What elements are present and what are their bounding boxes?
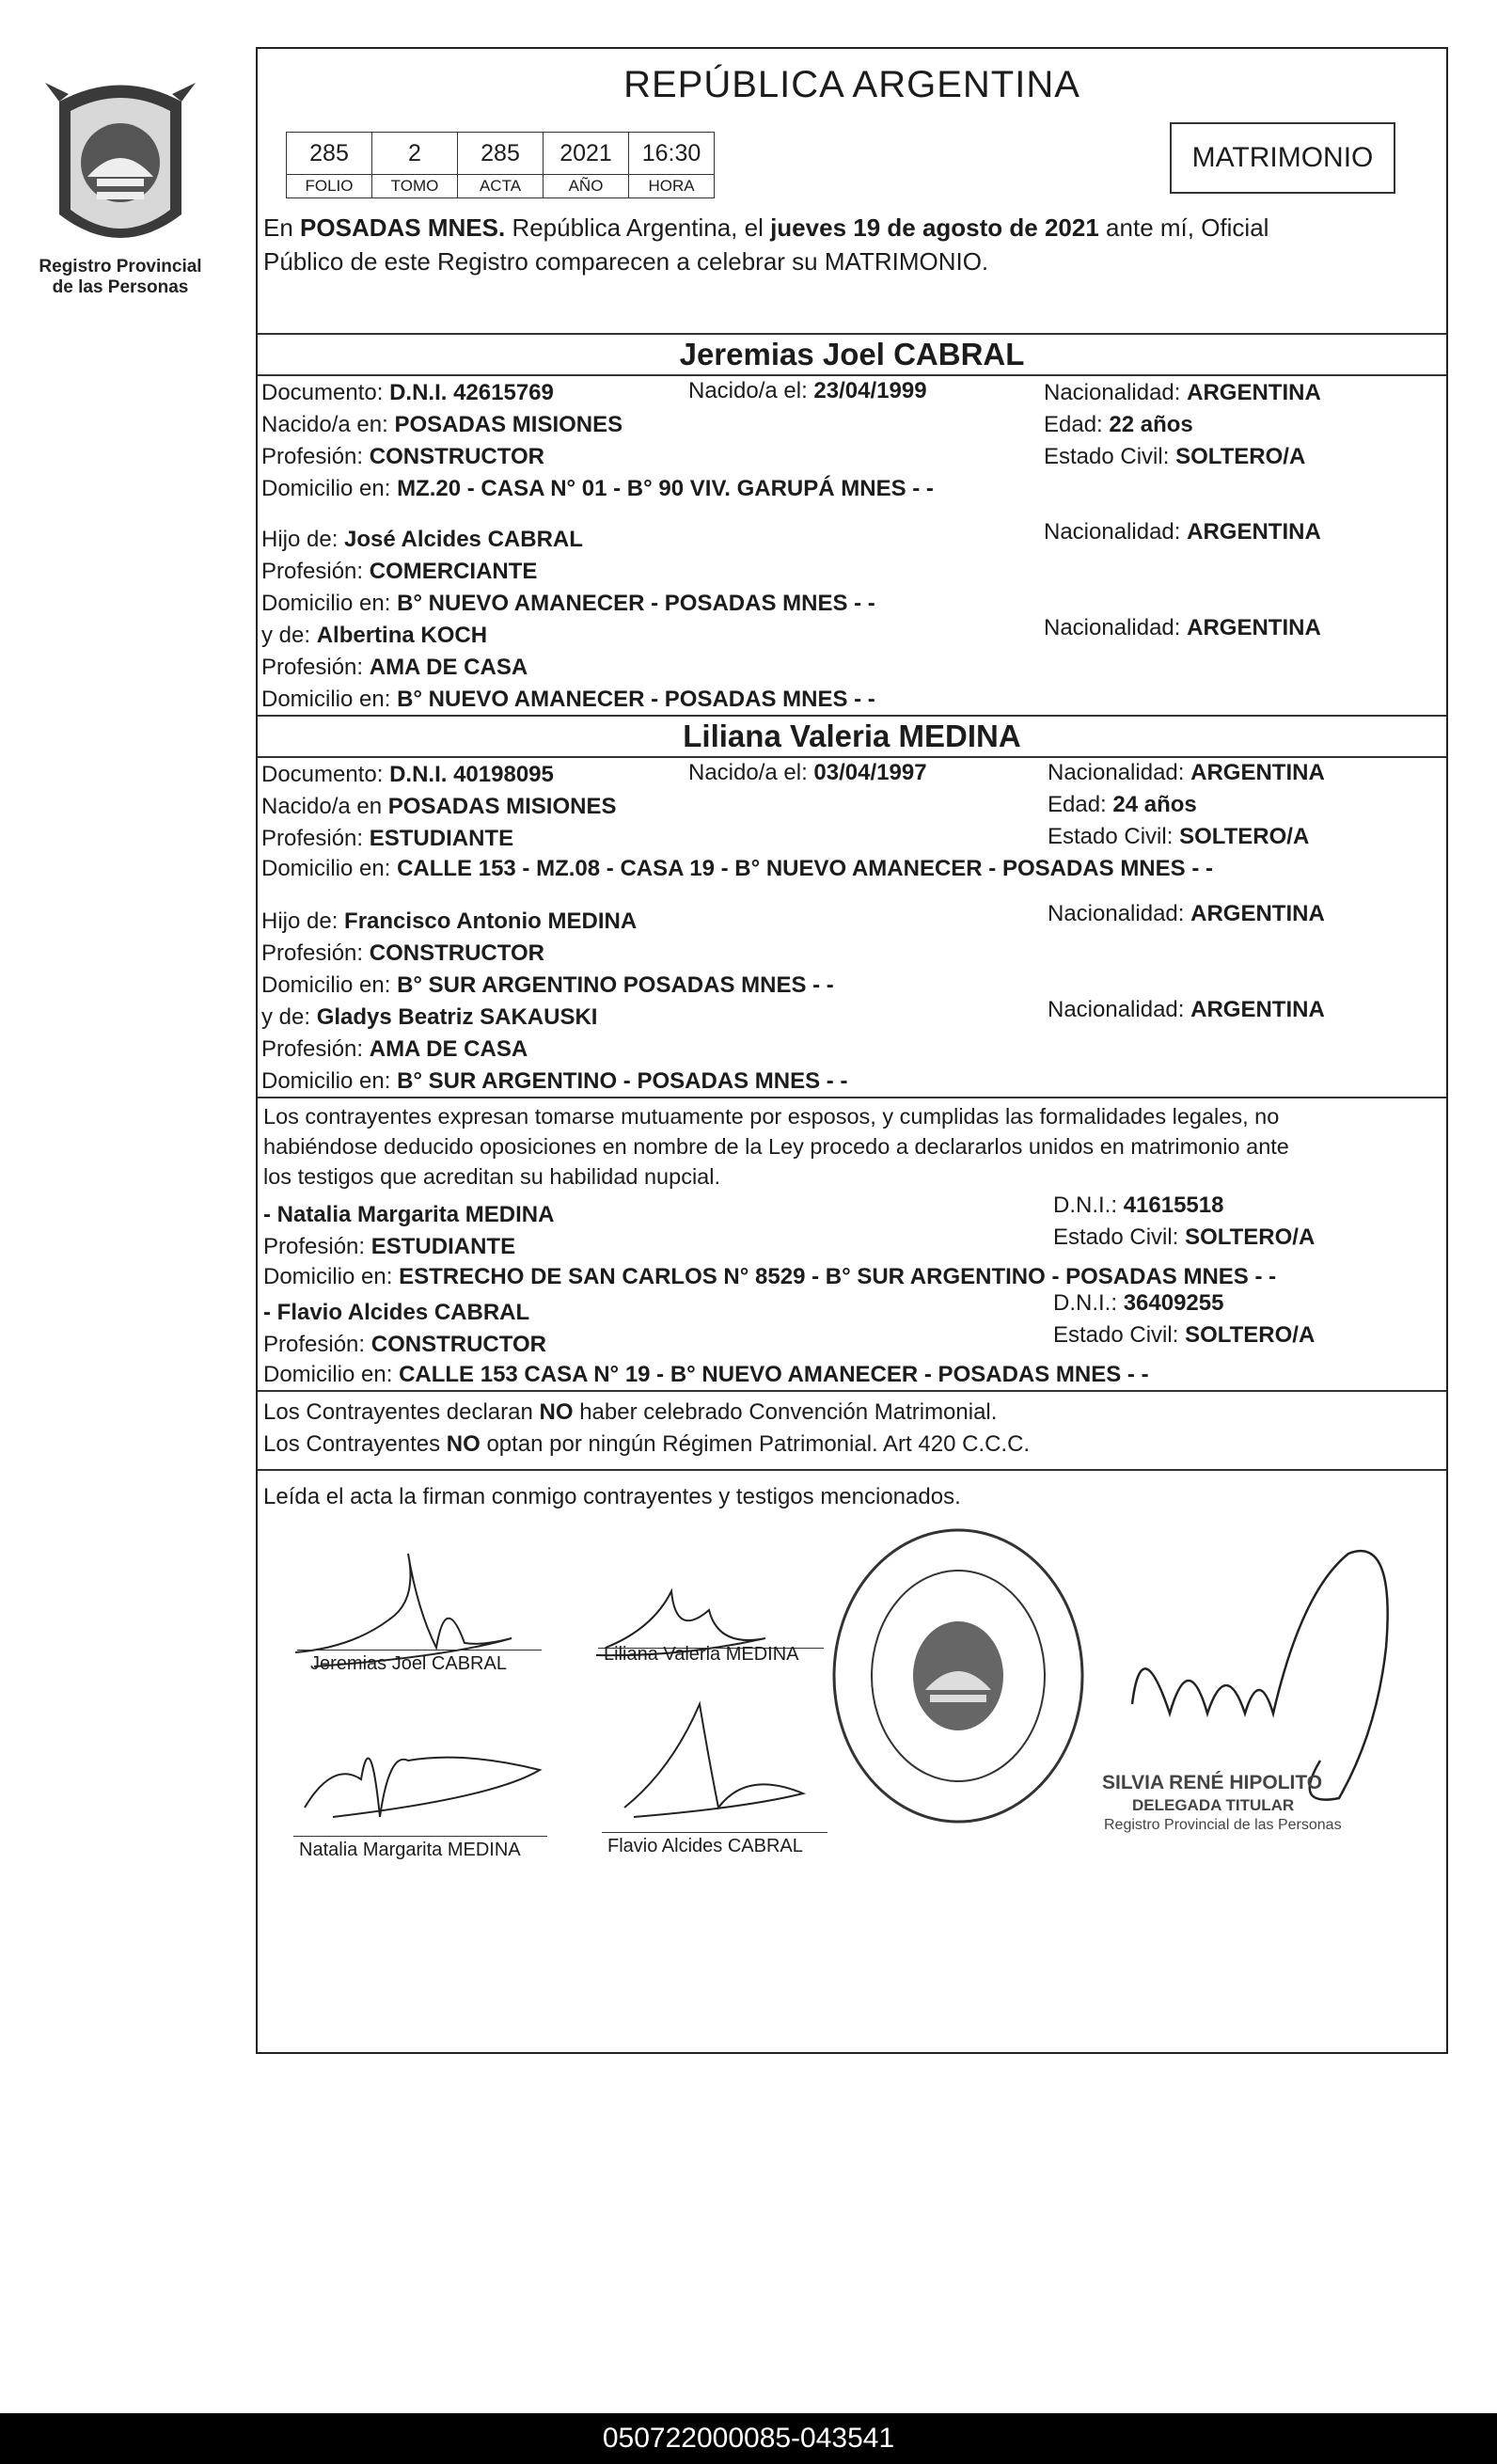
province-crest-icon xyxy=(40,73,200,252)
spouse2-nacionalidad: Nacionalidad: ARGENTINA xyxy=(1048,760,1325,785)
intro-date: jueves 19 de agosto de 2021 xyxy=(770,213,1099,242)
logo-caption-1: Registro Provincial xyxy=(39,257,202,276)
divider xyxy=(258,1469,1446,1471)
signature-line xyxy=(602,1832,827,1833)
witness1-estado-civil: Estado Civil: SOLTERO/A xyxy=(1053,1224,1316,1250)
intro-paragraph xyxy=(263,211,1442,278)
intro-place: POSADAS MNES. xyxy=(300,213,506,242)
official-seal-icon xyxy=(822,1516,1095,1836)
hora-label: HORA xyxy=(629,175,715,198)
spouse2-edad: Edad: 24 años xyxy=(1048,792,1197,817)
spouse1-nacido-en: Nacido/a en: POSADAS MISIONES xyxy=(261,412,623,437)
official-title: DELEGADA TITULAR xyxy=(1132,1796,1295,1814)
act-type-box: MATRIMONIO xyxy=(1170,122,1395,194)
witness2-dni: D.N.I.: 36409255 xyxy=(1053,1290,1224,1316)
spouse2-father: Hijo de: Francisco Antonio MEDINA xyxy=(261,908,638,934)
witness1-domicilio: Domicilio en: ESTRECHO DE SAN CARLOS N° 8529 - B° SUR ARGENTINO - POSADAS MNES - - xyxy=(263,1264,1277,1289)
spouse1-name: Jeremias Joel CABRAL xyxy=(679,337,1025,371)
registry-logo xyxy=(26,73,214,298)
ano-label: AÑO xyxy=(544,175,629,198)
handwritten-signatures xyxy=(276,1535,841,1864)
spouse2-mother-nacionalidad: Nacionalidad: ARGENTINA xyxy=(1048,997,1325,1022)
acta-label: ACTA xyxy=(458,175,544,198)
divider xyxy=(258,374,1446,376)
divider xyxy=(258,1390,1446,1392)
intro-middle: República Argentina, el xyxy=(512,213,764,242)
regime-line-2: Los Contrayentes NO optan por ningún Régimen Patrimonial. Art 420 C.C.C. xyxy=(263,1431,1031,1457)
spouse1-nacido-el: Nacido/a el: 23/04/1999 xyxy=(688,378,927,403)
divider xyxy=(258,333,1446,335)
marriage-certificate xyxy=(256,47,1448,2054)
spouse1-mother-domicilio: Domicilio en: B° NUEVO AMANECER - POSADAS MNES - - xyxy=(261,687,875,712)
logo-caption-2: de las Personas xyxy=(52,277,189,297)
declaration-line-3: los testigos que acreditan su habilidad nupcial. xyxy=(263,1164,720,1189)
spouse1-mother-nacionalidad: Nacionalidad: ARGENTINA xyxy=(1044,615,1321,640)
spouse1-father-nacionalidad: Nacionalidad: ARGENTINA xyxy=(1044,519,1321,545)
spouse2-nacido-el: Nacido/a el: 03/04/1997 xyxy=(688,760,927,785)
divider xyxy=(258,756,1446,758)
witness2-profesion: Profesión: CONSTRUCTOR xyxy=(263,1332,546,1357)
spouse2-estado-civil: Estado Civil: SOLTERO/A xyxy=(1048,824,1310,849)
folio-label: FOLIO xyxy=(287,175,372,198)
hora-value: 16:30 xyxy=(629,133,715,175)
signature-3-name: Natalia Margarita MEDINA xyxy=(299,1840,521,1860)
witness1-profesion: Profesión: ESTUDIANTE xyxy=(263,1234,516,1259)
spouse2-father-profesion: Profesión: CONSTRUCTOR xyxy=(261,940,544,966)
spouse1-mother: y de: Albertina KOCH xyxy=(261,623,488,648)
intro-line-2: Público de este Registro comparecen a celebrar su MATRIMONIO. xyxy=(263,247,989,276)
spouse2-father-domicilio: Domicilio en: B° SUR ARGENTINO POSADAS MNES - - xyxy=(261,972,834,998)
spouse1-profesion: Profesión: CONSTRUCTOR xyxy=(261,444,544,469)
official-office: Registro Provincial de las Personas xyxy=(1104,1817,1342,1833)
spouse2-mother-domicilio: Domicilio en: B° SUR ARGENTINO - POSADAS MNES - - xyxy=(261,1068,848,1094)
witness2-name: - Flavio Alcides CABRAL xyxy=(263,1300,530,1325)
signature-2-name: Liliana Valeria MEDINA xyxy=(604,1644,799,1665)
divider xyxy=(258,715,1446,717)
witness1-dni: D.N.I.: 41615518 xyxy=(1053,1193,1224,1218)
witness2-estado-civil: Estado Civil: SOLTERO/A xyxy=(1053,1322,1316,1348)
spouse2-mother-profesion: Profesión: AMA DE CASA xyxy=(261,1036,528,1062)
spouse1-edad: Edad: 22 años xyxy=(1044,412,1193,437)
spouse2-documento: Documento: D.N.I. 40198095 xyxy=(261,762,554,787)
spouse1-nacionalidad: Nacionalidad: ARGENTINA xyxy=(1044,380,1321,405)
closing-text: Leída el acta la firman conmigo contrayentes y testigos mencionados. xyxy=(263,1484,961,1509)
registry-table xyxy=(286,132,715,198)
signature-4-name: Flavio Alcides CABRAL xyxy=(607,1836,803,1856)
signature-line xyxy=(297,1650,542,1651)
intro-en: En xyxy=(263,213,293,242)
divider xyxy=(258,1097,1446,1098)
document-title: REPÚBLICA ARGENTINA xyxy=(623,64,1080,105)
regime-line-1: Los Contrayentes declaran NO haber celebrado Convención Matrimonial. xyxy=(263,1399,998,1425)
folio-value: 285 xyxy=(287,133,372,175)
declaration-line-1: Los contrayentes expresan tomarse mutuamente por esposos, y cumplidas las formalidades legales, no xyxy=(263,1104,1280,1129)
spouse2-profesion: Profesión: ESTUDIANTE xyxy=(261,826,514,851)
acta-value: 285 xyxy=(458,133,544,175)
spouse2-domicilio: Domicilio en: CALLE 153 - MZ.08 - CASA 19 - B° NUEVO AMANECER - POSADAS MNES - - xyxy=(261,856,1213,881)
spouse1-father-profesion: Profesión: COMERCIANTE xyxy=(261,559,538,584)
ano-value: 2021 xyxy=(544,133,629,175)
spouse1-father: Hijo de: José Alcides CABRAL xyxy=(261,527,583,552)
signature-line xyxy=(293,1836,547,1837)
spouse2-father-nacionalidad: Nacionalidad: ARGENTINA xyxy=(1048,901,1325,926)
spouse1-domicilio: Domicilio en: MZ.20 - CASA N° 01 - B° 90 VIV. GARUPÁ MNES - - xyxy=(261,476,934,501)
declaration-line-2: habiéndose deducido oposiciones en nombre de la Ley procedo a declararlos unidos en matrimonio ante xyxy=(263,1134,1289,1159)
intro-line-1 xyxy=(263,211,1442,245)
spouse1-estado-civil: Estado Civil: SOLTERO/A xyxy=(1044,444,1306,469)
document-code: 050722000085-043541 xyxy=(0,2413,1497,2464)
intro-end: ante mí, Oficial xyxy=(1106,213,1269,242)
spouse2-mother: y de: Gladys Beatriz SAKAUSKI xyxy=(261,1004,598,1030)
spouse1-documento: Documento: D.N.I. 42615769 xyxy=(261,380,554,405)
spouse1-mother-profesion: Profesión: AMA DE CASA xyxy=(261,655,528,680)
witness2-domicilio: Domicilio en: CALLE 153 CASA N° 19 - B° NUEVO AMANECER - POSADAS MNES - - xyxy=(263,1362,1149,1387)
signature-1-name: Jeremias Joel CABRAL xyxy=(310,1653,507,1674)
spouse2-name: Liliana Valeria MEDINA xyxy=(683,719,1021,753)
tomo-value: 2 xyxy=(372,133,458,175)
spouse1-father-domicilio: Domicilio en: B° NUEVO AMANECER - POSADAS MNES - - xyxy=(261,591,875,616)
official-name: SILVIA RENÉ HIPOLITO xyxy=(1102,1772,1323,1793)
spouse2-nacido-en: Nacido/a en POSADAS MISIONES xyxy=(261,794,617,819)
tomo-label: TOMO xyxy=(372,175,458,198)
witness1-name: - Natalia Margarita MEDINA xyxy=(263,1202,555,1227)
